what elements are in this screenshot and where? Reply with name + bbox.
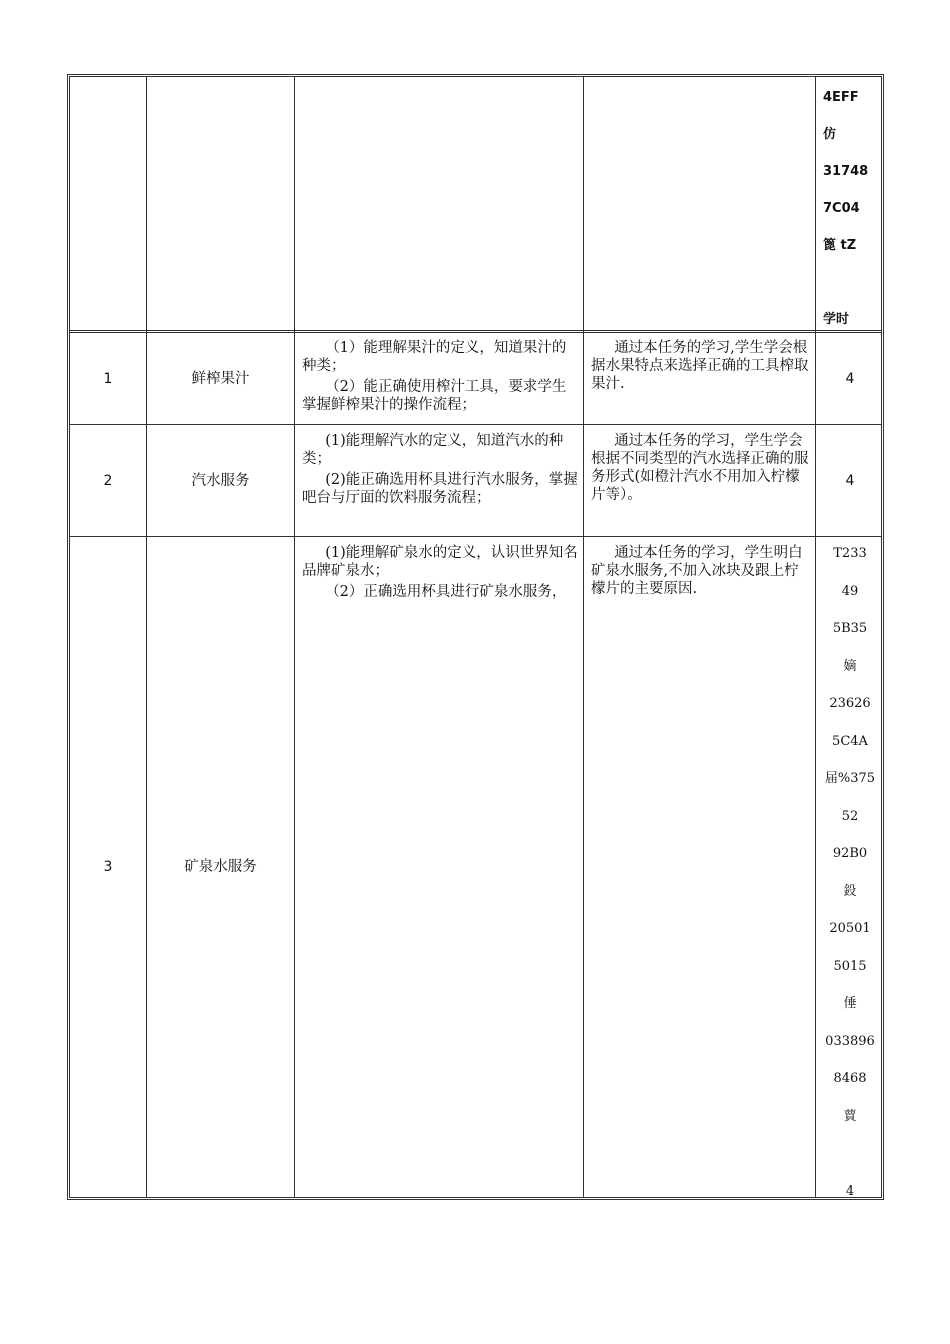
- code-line: 鈠: [843, 883, 857, 899]
- objective-text: （2）能正确使用榨汁工具，要求学生掌握鲜榨果汁的操作流程；: [302, 379, 567, 413]
- outcome-text: 通过本任务的学习，学生明白矿泉水服务,不加入冰块及跟上柠檬片的主要原因.: [591, 545, 803, 597]
- header-line: 4EFF: [823, 90, 859, 105]
- code-line: 52: [841, 808, 859, 824]
- objective-text: (1)能理解汽水的定义，知道汽水的种类；: [302, 433, 564, 467]
- task-name: 鲜榨果汁: [191, 370, 250, 387]
- course-table: [67, 74, 884, 1200]
- header-line: 学时: [823, 312, 850, 327]
- objective-text: (1)能理解矿泉水的定义，认识世界知名品牌矿泉水；: [302, 545, 578, 579]
- code-line: 5B35: [832, 621, 868, 636]
- task-name: 矿泉水服务: [184, 859, 257, 875]
- objective-text: （2）正确选用杯具进行矿泉水服务，: [325, 584, 567, 600]
- row-index: 3: [103, 859, 113, 875]
- header-line: 仿: [823, 127, 837, 142]
- code-line: 49: [841, 583, 859, 599]
- header-line: 31748: [823, 164, 869, 179]
- header-line: 7C04: [823, 201, 860, 216]
- header-hours-cell: [823, 79, 883, 329]
- column-divider: [294, 77, 295, 1197]
- code-line: 5C4A: [832, 733, 868, 749]
- outcome-cell: [591, 339, 809, 396]
- objectives-cell: [302, 339, 578, 417]
- code-line: 23626: [829, 696, 871, 711]
- outcome-text: 通过本任务的学习，学生学会根据不同类型的汽水选择正确的服务形式(如橙汁汽水不用加入柠檬片等）。: [591, 433, 809, 503]
- row-index: 2: [103, 472, 113, 489]
- objective-text: （1）能理解果汁的定义，知道果汁的种类；: [302, 340, 567, 374]
- row-index: 1: [103, 370, 113, 387]
- outcome-text: 通过本任务的学习,学生学会根据水果特点来选择正确的工具榨取果汁.: [591, 340, 809, 392]
- code-line: 92B0: [832, 846, 868, 861]
- outcome-cell: [591, 432, 809, 507]
- task-name: 汽水服务: [191, 472, 250, 489]
- objective-text: (2)能正确选用杯具进行汽水服务，掌握吧台与厅面的饮料服务流程；: [302, 472, 578, 506]
- outcome-cell: [591, 544, 809, 601]
- code-line: 033896: [825, 1033, 875, 1049]
- code-line: 4: [845, 1183, 855, 1199]
- code-line: 20501: [829, 921, 871, 936]
- objectives-cell: [302, 432, 578, 510]
- hours-codes-cell: [816, 535, 884, 1199]
- header-line: 篦 tZ: [823, 238, 857, 253]
- objectives-cell: [302, 544, 578, 604]
- code-line: 届%375: [824, 771, 876, 786]
- hours-value: 4: [845, 472, 855, 489]
- code-line: 倕: [843, 996, 857, 1011]
- code-line: [816, 1135, 884, 1173]
- code-line: 8468: [833, 1071, 867, 1086]
- code-line: T233: [833, 546, 867, 561]
- code-line: 5015: [833, 958, 867, 974]
- code-line: 蕒: [843, 1108, 857, 1124]
- code-line: 嫡: [843, 658, 857, 674]
- hours-value: 4: [845, 370, 855, 387]
- header-line: [823, 264, 883, 301]
- column-divider: [583, 77, 584, 1197]
